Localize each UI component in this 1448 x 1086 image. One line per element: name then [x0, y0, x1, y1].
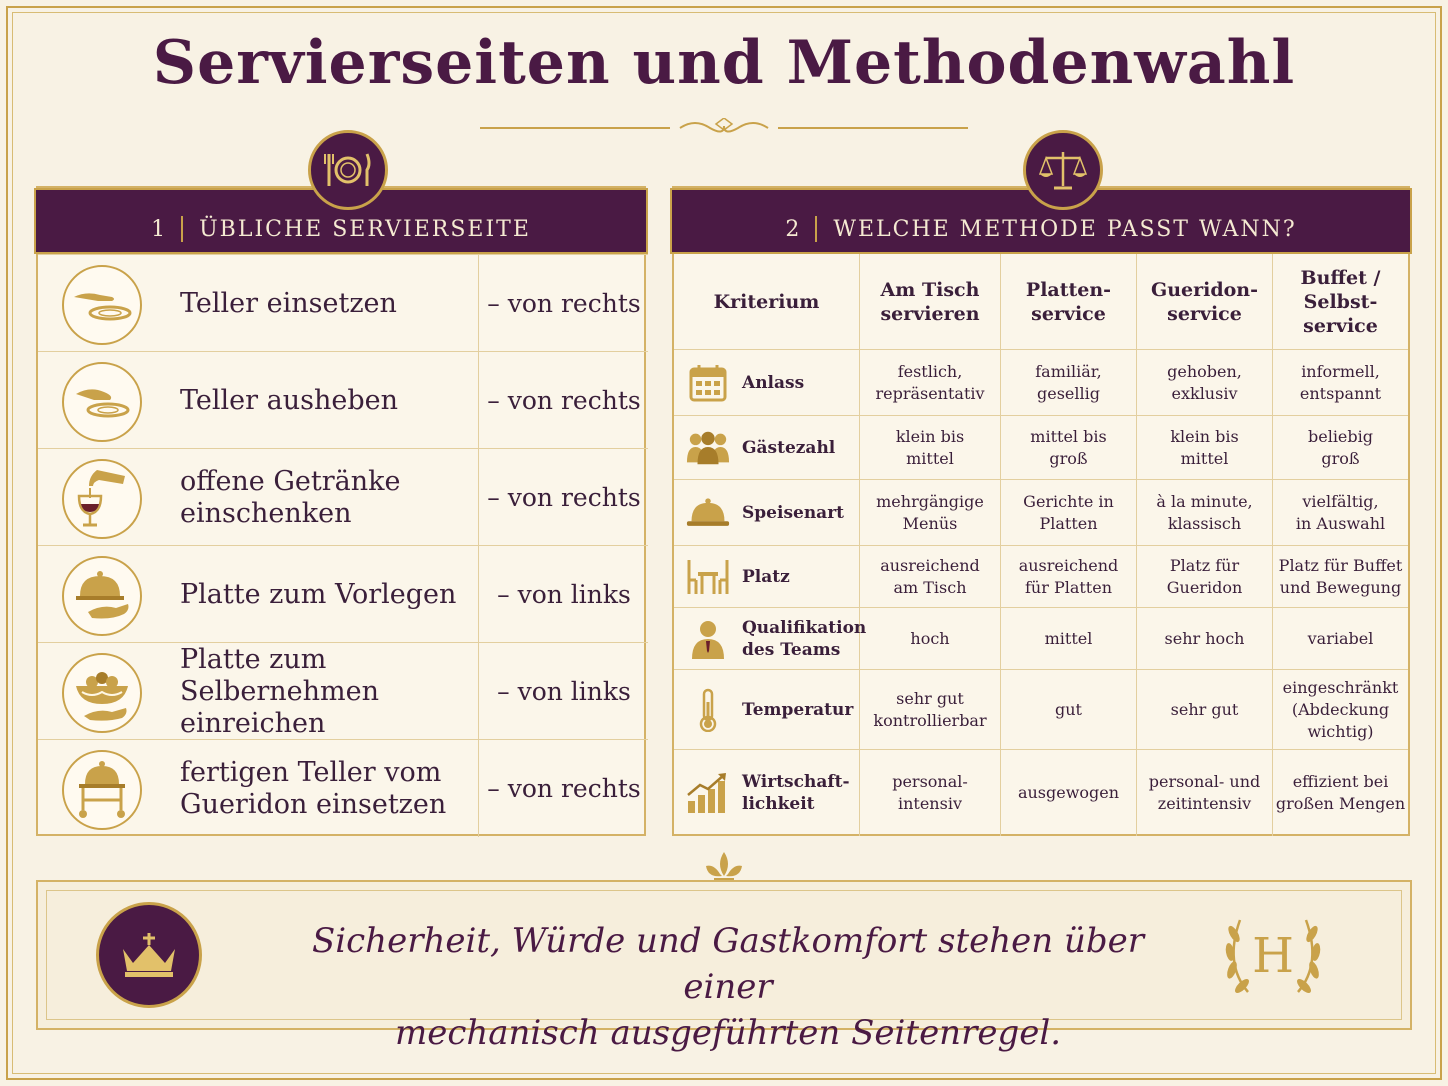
serving-side-row [38, 545, 648, 642]
method-value-cell: effizient bei großen Mengen [1275, 772, 1406, 813]
criterion-cell [674, 416, 860, 480]
header-separator [181, 216, 183, 242]
section-number: 1 [151, 217, 168, 242]
criterion-label: Gästezahl [742, 437, 836, 458]
ornament-divider [480, 118, 968, 138]
quote-banner [36, 880, 1412, 1053]
method-value-cell: sehr gut kontrollierbar [860, 670, 1001, 750]
method-value-cell: klein bis mittel [1137, 416, 1273, 480]
serving-action-label: fertigen Teller vom Gueridon einsetzen [180, 756, 447, 820]
method-value-cell: à la minute, klassisch [1137, 480, 1273, 546]
criterion-cell [674, 608, 867, 670]
column-header-method: Gueridon- service [1137, 254, 1273, 350]
bowl-hand-icon [62, 653, 142, 733]
method-value-cell: vielfältig, in Auswahl [1273, 480, 1408, 546]
serving-side-value: – von rechts [478, 255, 649, 352]
serving-side-row [38, 351, 648, 448]
growth-chart-icon [686, 771, 730, 815]
method-value-cell: personal- und zeitintensiv [1137, 750, 1273, 836]
method-value-cell: ausreichend für Platten [1001, 546, 1137, 608]
gueridon-cart-icon [62, 750, 142, 830]
method-value-cell: sehr gut [1137, 670, 1273, 750]
hand-lift-plate-icon [62, 362, 142, 442]
method-value-cell: variabel [1273, 608, 1408, 670]
method-choice-panel [672, 186, 1410, 836]
method-value-cell: mittel bis groß [1001, 416, 1137, 480]
method-value-cell: klein bis mittel [860, 416, 1001, 480]
criterion-cell [674, 750, 860, 836]
serving-side-value: – von links [478, 643, 649, 740]
method-value-cell: Gerichte in Platten [1001, 480, 1137, 546]
serving-side-row [38, 254, 648, 351]
serving-action-label: offene Getränke einschenken [180, 465, 401, 529]
serving-action-label: Teller ausheben [180, 384, 398, 416]
column-header-method: Platten- service [1001, 254, 1137, 350]
column-header-method: Am Tisch servieren [860, 254, 1001, 350]
column-header-method: Buffet / Selbst- service [1273, 254, 1408, 350]
serving-action-label: Teller einsetzen [180, 287, 397, 319]
laurel-monogram-icon [1218, 904, 1328, 1004]
criterion-cell [674, 480, 860, 546]
serving-side-row [38, 739, 648, 836]
quote-text: Sicherheit, Würde und Gastkomfort stehen über einer mechanisch ausgeführten Seitenregel. [311, 921, 1145, 1053]
serving-side-value: – von rechts [478, 740, 649, 837]
serving-side-row [38, 448, 648, 545]
person-icon [686, 617, 730, 661]
criterion-label: Speisenart [742, 502, 845, 523]
criterion-cell [674, 546, 860, 608]
method-value-cell: personal- intensiv [860, 750, 1001, 836]
serving-side-value: – von rechts [478, 449, 649, 546]
method-value-cell: sehr hoch [1137, 608, 1273, 670]
wine-pour-icon [62, 459, 142, 539]
method-value-cell: eingeschränkt (Abdeckung wichtig) [1273, 670, 1408, 750]
serving-side-value: – von links [478, 546, 649, 643]
cloche-icon [686, 491, 730, 535]
serving-action-label: Platte zum Selbernehmen einreichen [180, 643, 380, 739]
column-header-criterion: Kriterium [674, 254, 860, 350]
criterion-label: Qualifikation des Teams [742, 617, 867, 660]
section-number: 2 [785, 217, 802, 242]
section-heading: WELCHE METHODE PASST WANN? [833, 217, 1297, 242]
method-value-cell: Platz für Buffet und Bewegung [1273, 546, 1408, 608]
criterion-label: Platz [742, 566, 790, 587]
method-value-cell: mittel [1001, 608, 1137, 670]
page-title: Servierseiten und Methodenwahl [152, 28, 1296, 98]
cloche-hand-icon [62, 556, 142, 636]
criterion-label: Anlass [742, 372, 805, 393]
crown-icon [96, 902, 202, 1008]
serving-side-panel [36, 186, 646, 836]
hand-plate-icon [62, 265, 142, 345]
method-value-cell: Platz für Gueridon [1137, 546, 1273, 608]
header-separator [815, 216, 817, 242]
method-value-cell: festlich, repräsentativ [860, 350, 1001, 416]
method-value-cell: hoch [860, 608, 1001, 670]
serving-action-label: Platte zum Vorlegen [180, 578, 457, 610]
serving-side-row [38, 642, 648, 739]
criterion-cell [674, 350, 860, 416]
serving-side-value: – von rechts [478, 352, 649, 449]
method-value-cell: mehrgängige Menüs [860, 480, 1001, 546]
criterion-label: Temperatur [742, 699, 854, 720]
criterion-label: Wirtschaft- lichkeit [742, 772, 850, 814]
method-value-cell: gehoben, exklusiv [1137, 350, 1273, 416]
monogram: H [1252, 928, 1294, 984]
criterion-cell [674, 670, 860, 750]
method-value-cell: gut [1001, 670, 1137, 750]
method-value-cell: familiär, gesellig [1001, 350, 1137, 416]
method-value-cell: informell, entspannt [1273, 350, 1408, 416]
group-icon [686, 426, 730, 470]
method-value-cell: ausgewogen [1001, 750, 1137, 836]
table-chairs-icon [686, 555, 730, 599]
thermometer-icon [686, 688, 730, 732]
method-value-cell: beliebig groß [1273, 416, 1408, 480]
plate-fork-knife-icon [308, 130, 388, 210]
section-heading: ÜBLICHE SERVIERSEITE [199, 217, 531, 242]
method-value-cell: ausreichend am Tisch [860, 546, 1001, 608]
calendar-icon [686, 361, 730, 405]
scales-icon [1023, 130, 1103, 210]
